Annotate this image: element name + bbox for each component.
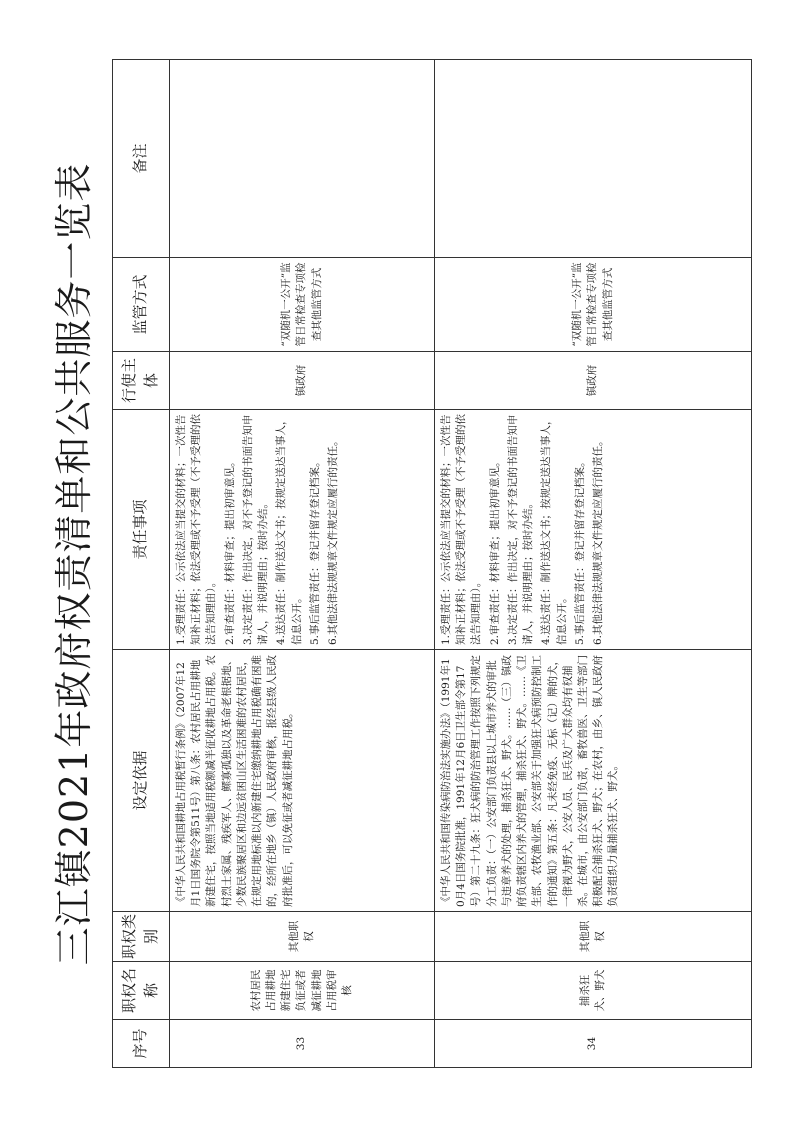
duty-item: 4.送达责任：制作送达文书；按规定送达当事人，信息公开。 xyxy=(540,414,568,645)
header-category: 职权类别 xyxy=(113,912,170,962)
duty-item: 2.审查责任：材料审查；提出初审意见。 xyxy=(223,456,236,645)
row-remark xyxy=(170,60,435,258)
duty-item: 1.受理责任：公示依法应当提交的材料；一次性告知补正材料；依法受理或不予受理（不予受理的依法告知理由）。 xyxy=(175,414,218,645)
header-seq: 序号 xyxy=(113,1020,170,1068)
duty-item: 2.审查责任：材料审查；提出初审意见。 xyxy=(488,456,501,645)
header-duties: 责任事项 xyxy=(113,410,170,650)
header-remark: 备注 xyxy=(113,60,170,258)
table-header-row xyxy=(113,60,170,1068)
duty-item: 1.受理责任：公示依法应当提交的材料；一次性告知补正材料；依法受理或不予受理（不予受理的依法告知理由）。 xyxy=(440,414,483,645)
duty-item: 5.事后监管责任：登记并留存登记档案。 xyxy=(308,456,321,645)
row-name: 农村居民占用耕地新建住宅负征或者减征耕地占用税审核 xyxy=(170,962,435,1020)
duty-item: 3.决定责任：作出决定，对不予登记的书面告知申请人，并说明理由；按时办结。 xyxy=(506,414,535,645)
header-basis: 设定依据 xyxy=(113,650,170,912)
rotated-page xyxy=(38,60,748,1068)
row-basis: 《中华人民共和国传染病防治法实施办法》（1991年10月4日国务院批准，1991年12月6日卫生部令第17号）第二十九条：狂犬病的防治管理工作按照下列规定分工负责：（一）公安部门负责县以上城市养犬的审批与违章养犬的处理，捕杀狂犬、野犬。……（三）镇政府负责辖区内养犬的管理，捕杀狂犬、野犬。……《卫生部、农牧渔业部、公安部关于加强狂犬病预防控制工作的通知》第五条：凡未经免疫、无标（记）牌的犬，一律视为野犬，公安人员、民兵及广大群众均有权捕杀。在城市，由公安部门负责，畜牧兽医、卫生等部门积极配合捕杀狂犬、野犬；在农村，由乡、镇人民政府负责组织力量捕杀狂犬、野犬。 xyxy=(435,650,752,912)
row-remark xyxy=(435,60,752,258)
duty-item: 6.其他法律法规规章文件规定应履行的责任。 xyxy=(326,435,339,645)
row-basis: 《中华人民共和国耕地占用税暂行条例》（2007年12月1日国务院令第511号）第八条：农村居民占用耕地新建住宅，按照当地适用税额减半征收耕地占用税。农村烈士家属、残疾军人、鳏寡孤独以及革命老根据地、少数民族聚居区和边远贫困山区生活困难的农村居民，在规定用地标准以内新建住宅缴纳耕地占用税确有困难的，经所在地乡（镇）人民政府审核，报经县级人民政府批准后，可以免征或者减征耕地占用税。 xyxy=(170,650,435,912)
header-subject: 行使主体 xyxy=(113,352,170,410)
table-row xyxy=(170,60,435,1068)
row-category: 其他职权 xyxy=(170,912,435,962)
row-supervision: “双随机一公开”监管日常检查专项检查其他监管方式 xyxy=(170,258,435,352)
duty-item: 5.事后监管责任：登记并留存登记档案。 xyxy=(573,456,586,645)
header-name: 职权名称 xyxy=(113,962,170,1020)
row-category: 其他职权 xyxy=(435,912,752,962)
row-seq: 33 xyxy=(170,1020,435,1068)
header-supervision: 监管方式 xyxy=(113,258,170,352)
row-duties xyxy=(435,410,752,650)
duty-item: 3.决定责任：作出决定，对不予登记的书面告知申请人，并说明理由；按时办结。 xyxy=(241,414,270,645)
page-title: 三江镇2021年政府权责清单和公共服务一览表 xyxy=(52,162,96,966)
authority-table xyxy=(112,59,752,1068)
row-duties xyxy=(170,410,435,650)
row-subject: 镇政府 xyxy=(170,352,435,410)
table-row xyxy=(435,60,752,1068)
row-name: 捕杀狂犬、野犬 xyxy=(435,962,752,1020)
row-subject: 镇政府 xyxy=(435,352,752,410)
duty-item: 4.送达责任：制作送达文书；按规定送达当事人，信息公开。 xyxy=(275,414,303,645)
duty-item: 6.其他法律法规规章文件规定应履行的责任。 xyxy=(591,435,604,645)
row-seq: 34 xyxy=(435,1020,752,1068)
row-supervision: “双随机一公开”监管日常检查专项检查其他监管方式 xyxy=(435,258,752,352)
